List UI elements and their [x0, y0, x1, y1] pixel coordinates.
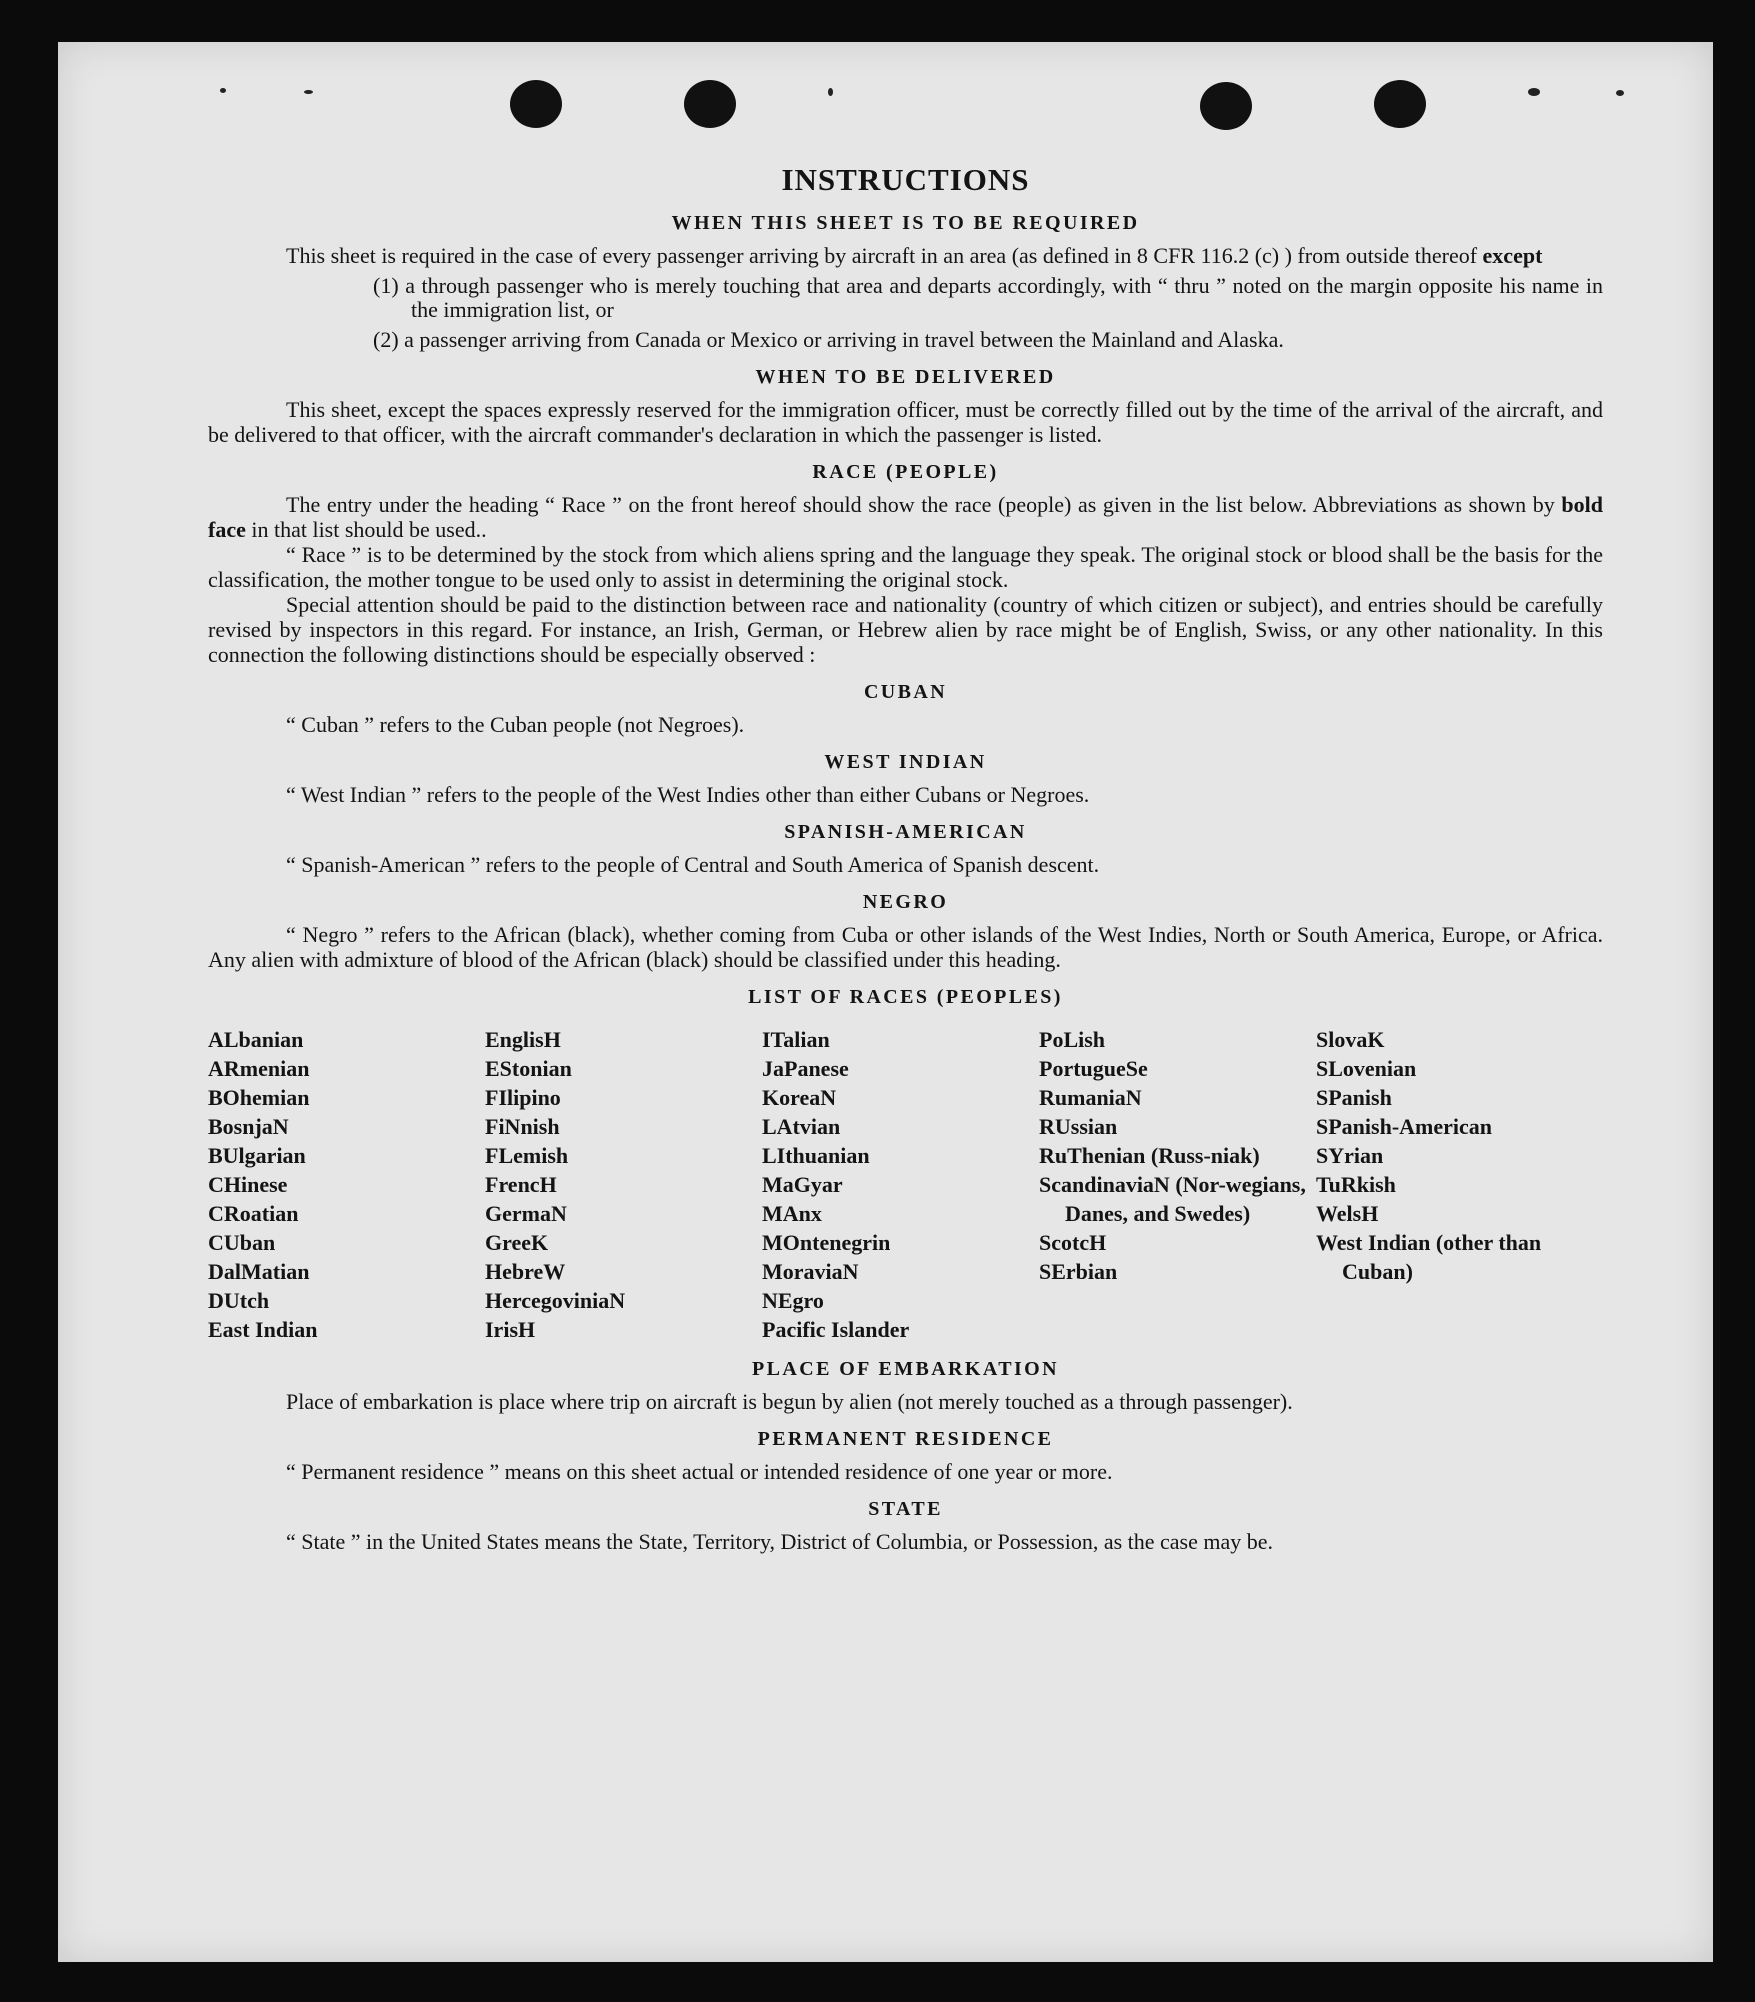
- race-item: MaGyar: [762, 1172, 843, 1197]
- race-item: SYrian: [1316, 1143, 1384, 1168]
- residence-text: “ Permanent residence ” means on this sheet actual or intended residence of one year or more.: [286, 1459, 1113, 1484]
- section-heading-embarkation: PLACE OF EMBARKATION: [752, 1358, 1059, 1380]
- speck: [304, 90, 313, 94]
- section-heading-list: LIST OF RACES (PEOPLES): [748, 986, 1063, 1008]
- race-item: BOhemian: [208, 1085, 310, 1110]
- race-item: East Indian: [208, 1317, 318, 1342]
- race-item: SLovenian: [1316, 1056, 1417, 1081]
- race-item: SErbian: [1039, 1259, 1118, 1284]
- spanish-american-text: “ Spanish-American ” refers to the people of Central and South America of Spanish descent.: [286, 852, 1100, 877]
- race-column: [762, 1025, 1039, 1344]
- race-column: [208, 1025, 485, 1344]
- race-item: ARmenian: [208, 1056, 310, 1081]
- required-item-1: (1) a through passenger who is merely touching that area and departs accordingly, with “ thru ” noted on the margin opposite his name in the immigration list, or: [373, 273, 1603, 322]
- race-item: CRoatian: [208, 1201, 299, 1226]
- punch-hole: [684, 80, 736, 128]
- punch-hole: [1200, 82, 1252, 130]
- race-item: KoreaN: [762, 1085, 837, 1110]
- race-item: HebreW: [485, 1259, 566, 1284]
- race-item: RumaniaN: [1039, 1085, 1142, 1110]
- instructions-content: [208, 162, 1603, 1554]
- speck: [1616, 90, 1624, 96]
- race-item: Pacific Islander: [762, 1317, 910, 1342]
- race-item: MAnx: [762, 1201, 822, 1226]
- race-item: FLemish: [485, 1143, 569, 1168]
- race-item: FIlipino: [485, 1085, 561, 1110]
- race-item: GermaN: [485, 1201, 567, 1226]
- race-item: CHinese: [208, 1172, 288, 1197]
- race-item: PoLish: [1039, 1027, 1106, 1052]
- race-item: IrisH: [485, 1317, 536, 1342]
- race-column: [1039, 1025, 1316, 1344]
- state-text: “ State ” in the United States means the State, Territory, District of Columbia, or Possession, as the case may be.: [286, 1529, 1274, 1554]
- race-item: SPanish-American: [1316, 1114, 1492, 1139]
- west-indian-text: “ West Indian ” refers to the people of the West Indies other than either Cubans or Negroes.: [286, 782, 1090, 807]
- required-intro: This sheet is required in the case of every passenger arriving by aircraft in an area (as defined in 8 CFR 116.2 (c) ) from outside thereof except: [286, 243, 1543, 268]
- race-item: HercegoviniaN: [485, 1288, 626, 1313]
- race-paragraph-1: The entry under the heading “ Race ” on the front hereof should show the race (people) as given in the list below. Abbreviations as shown by bold face in that list should be used..: [208, 492, 1603, 542]
- race-item: BUlgarian: [208, 1143, 306, 1168]
- embarkation-text: Place of embarkation is place where trip on aircraft is begun by alien (not merely touched as a through passenger).: [286, 1389, 1293, 1414]
- document-page: [58, 42, 1713, 1962]
- race-item: GreeK: [485, 1230, 549, 1255]
- race-item: DalMatian: [208, 1259, 310, 1284]
- race-item: ScotcH: [1039, 1230, 1107, 1255]
- race-list: [208, 1025, 1603, 1344]
- race-item: RUssian: [1039, 1114, 1118, 1139]
- race-item: SPanish: [1316, 1085, 1392, 1110]
- cuban-text: “ Cuban ” refers to the Cuban people (not Negroes).: [286, 712, 745, 737]
- punch-hole: [510, 80, 562, 128]
- race-item: EnglisH: [485, 1027, 561, 1052]
- section-heading-residence: PERMANENT RESIDENCE: [757, 1428, 1054, 1450]
- race-item: RuThenian (Russ-niak): [1039, 1143, 1260, 1168]
- race-item: CUban: [208, 1230, 276, 1255]
- race-item: ITalian: [762, 1027, 830, 1052]
- race-item: BosnjaN: [208, 1114, 289, 1139]
- race-item: FrencH: [485, 1172, 557, 1197]
- race-item: FiNnish: [485, 1114, 560, 1139]
- race-item: JaPanese: [762, 1056, 849, 1081]
- speck: [828, 88, 833, 96]
- section-heading-race: RACE (PEOPLE): [812, 461, 999, 483]
- section-heading-negro: NEGRO: [862, 891, 949, 913]
- section-heading-spanish-american: SPANISH-AMERICAN: [784, 821, 1027, 843]
- race-column: [1316, 1025, 1593, 1344]
- page-title: INSTRUCTIONS: [781, 162, 1030, 197]
- negro-text: “ Negro ” refers to the African (black), whether coming from Cuba or other islands of the West Indies, North or South America, Europe, or Africa. Any alien with admixture of blood of the African (black) should be classified under this heading.: [208, 922, 1603, 972]
- race-item: DUtch: [208, 1288, 270, 1313]
- race-item: MoraviaN: [762, 1259, 859, 1284]
- race-paragraph-3: Special attention should be paid to the distinction between race and nationality (country of which citizen or subject), and entries should be carefully revised by inspectors in this regard. For instance, an Irish, German, or Hebrew alien by race might be of English, Swiss, or any other nationality. In this connection the following distinctions should be especially observed :: [208, 592, 1603, 667]
- section-heading-required: WHEN THIS SHEET IS TO BE REQUIRED: [671, 212, 1140, 234]
- delivered-text: This sheet, except the spaces expressly reserved for the immigration officer, must be correctly filled out by the time of the arrival of the aircraft, and be delivered to that officer, with the aircraft commander's declaration in which the passenger is listed.: [208, 397, 1603, 447]
- race-item: NEgro: [762, 1288, 824, 1313]
- race-item: EStonian: [485, 1056, 572, 1081]
- race-item: TuRkish: [1316, 1172, 1396, 1197]
- speck: [220, 88, 226, 93]
- section-heading-state: STATE: [868, 1498, 943, 1520]
- speck: [1528, 88, 1540, 96]
- race-paragraph-2: “ Race ” is to be determined by the stock from which aliens spring and the language they speak. The original stock or blood shall be the basis for the classification, the mother tongue to be used only to assist in determining the original stock.: [208, 542, 1603, 592]
- race-item: LAtvian: [762, 1114, 841, 1139]
- required-item-2: (2) a passenger arriving from Canada or Mexico or arriving in travel between the Mainland and Alaska.: [373, 327, 1284, 352]
- race-item: MOntenegrin: [762, 1230, 891, 1255]
- race-item: LIthuanian: [762, 1143, 870, 1168]
- punch-hole: [1374, 80, 1426, 128]
- race-item: ALbanian: [208, 1027, 304, 1052]
- section-heading-west-indian: WEST INDIAN: [824, 751, 987, 773]
- race-item: WelsH: [1316, 1201, 1379, 1226]
- section-heading-delivered: WHEN TO BE DELIVERED: [755, 366, 1056, 388]
- race-column: [485, 1025, 762, 1344]
- race-item: PortugueSe: [1039, 1056, 1148, 1081]
- section-heading-cuban: CUBAN: [863, 681, 948, 703]
- race-item: SlovaK: [1316, 1027, 1385, 1052]
- race-item: West Indian (other than Cuban): [1316, 1230, 1542, 1284]
- race-item: ScandinaviaN (Nor-wegians, Danes, and Swedes): [1039, 1172, 1306, 1226]
